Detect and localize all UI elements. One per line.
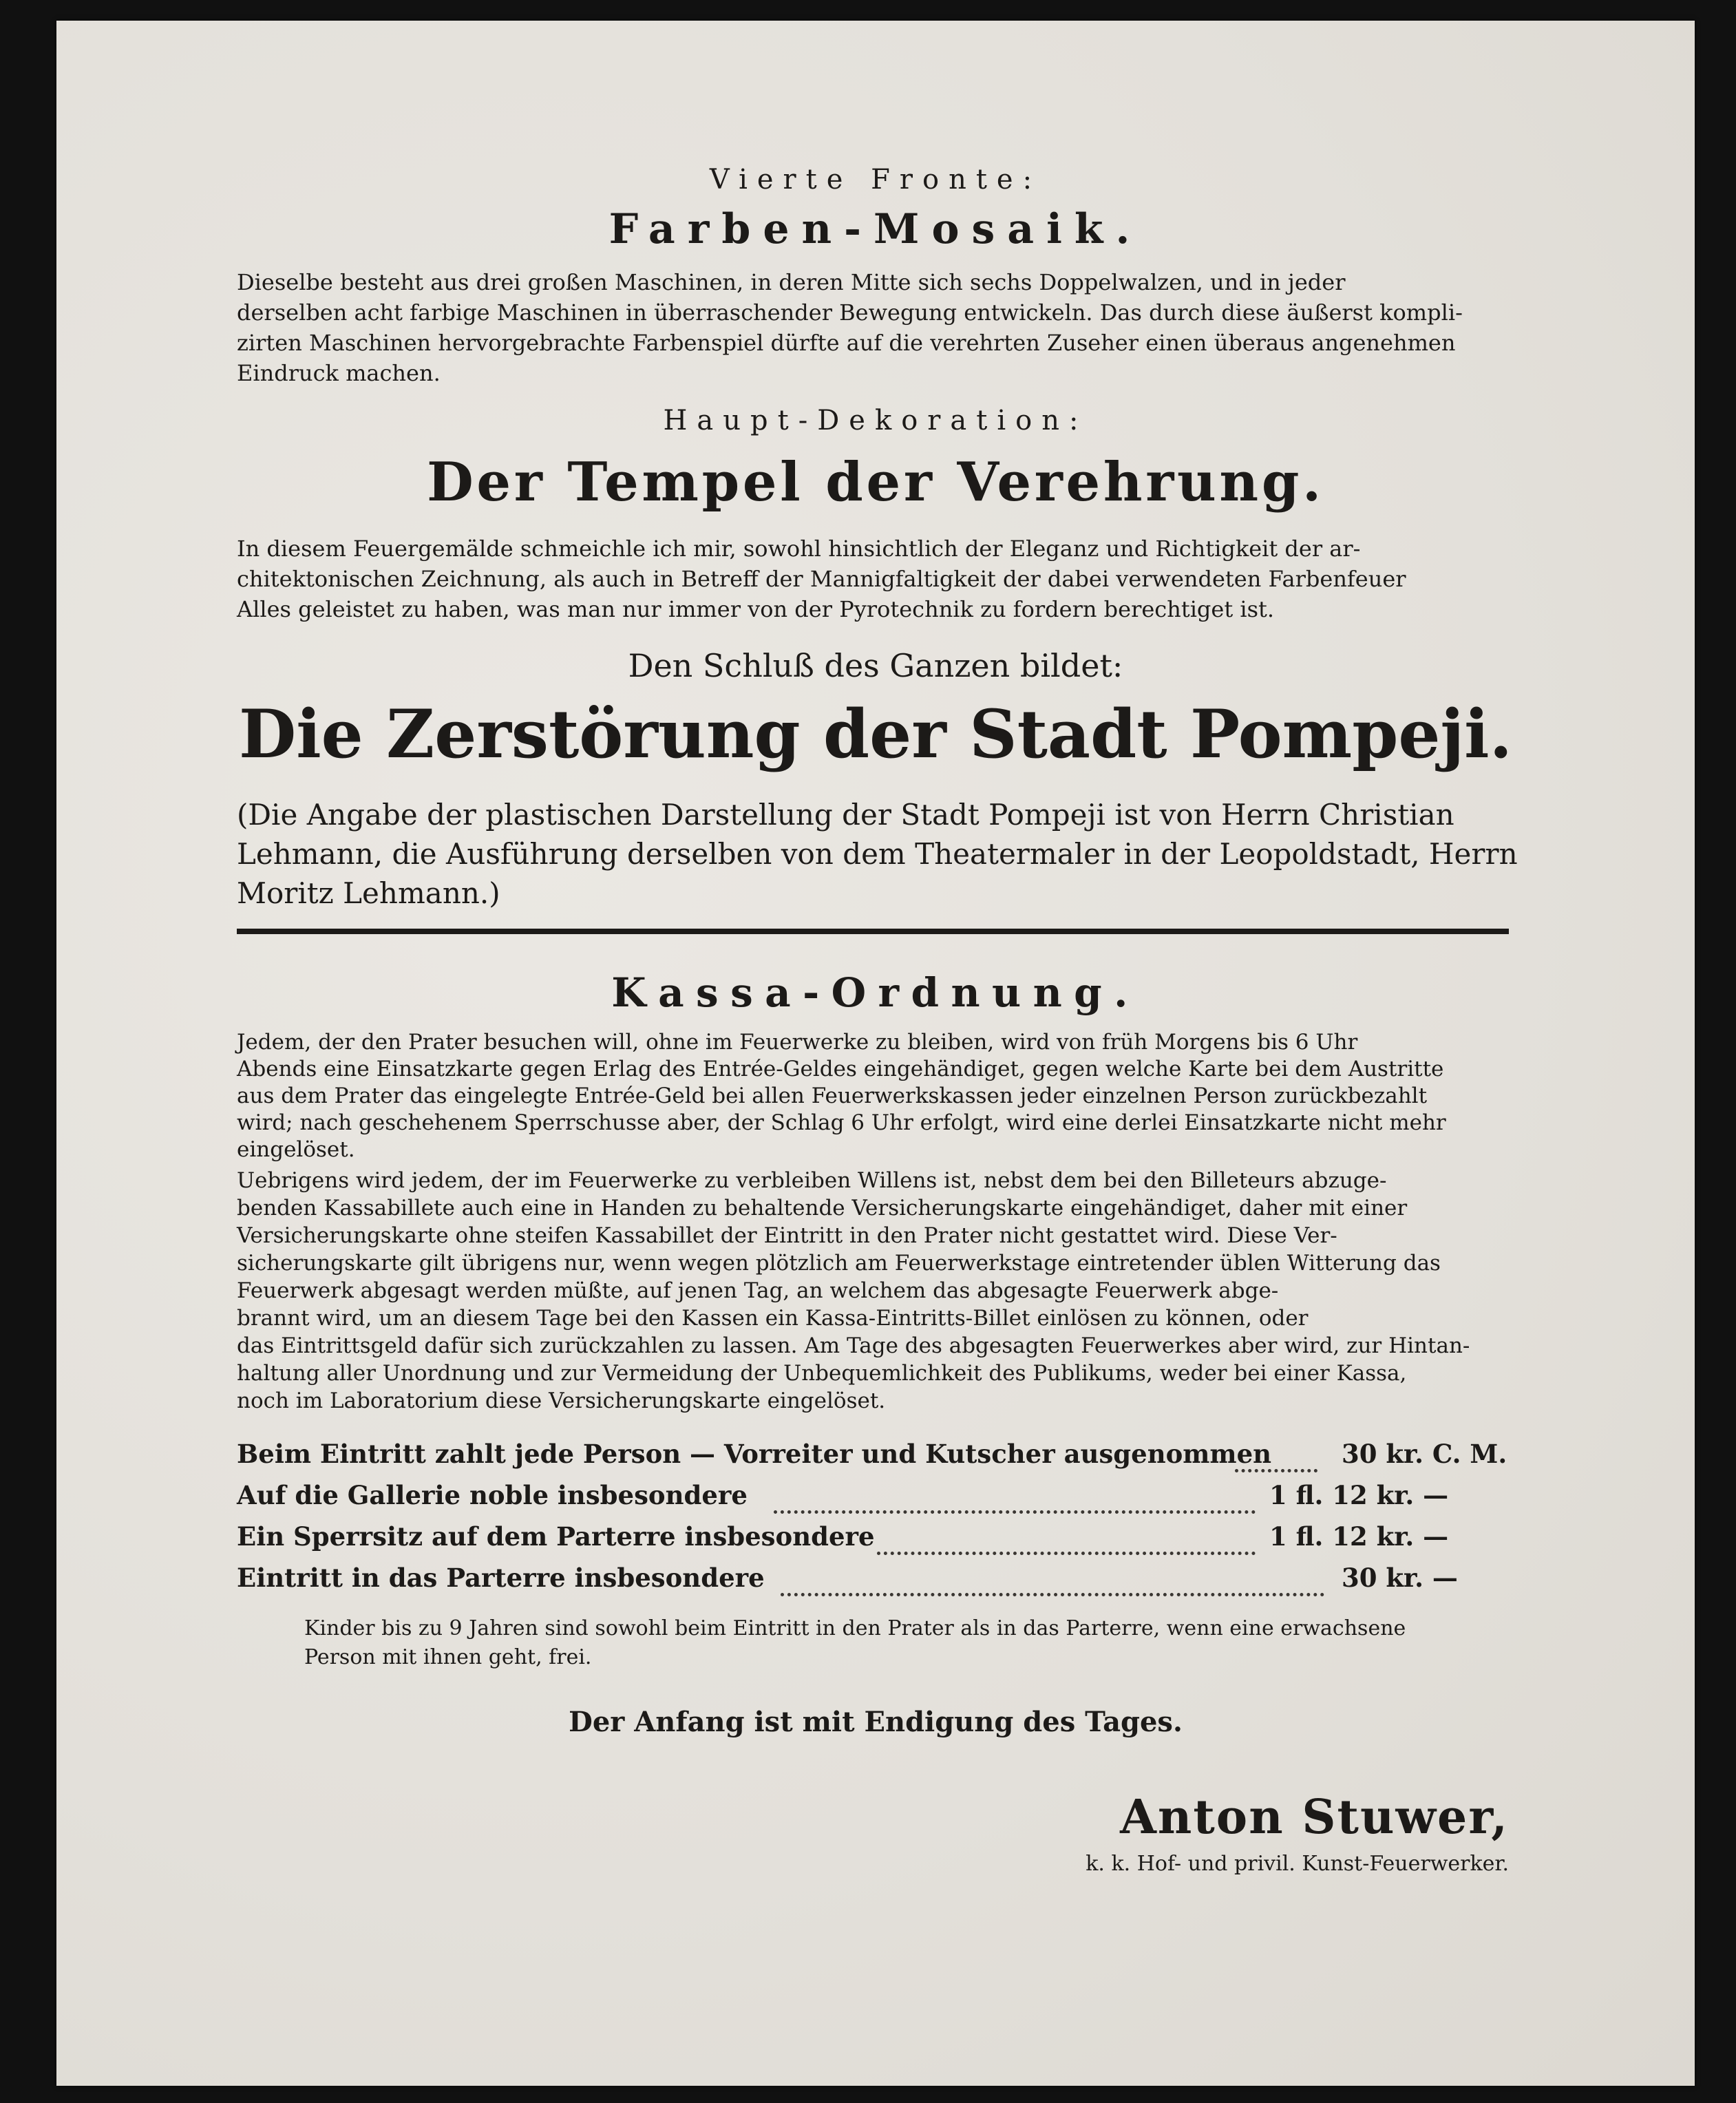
paragraph-farben-mosaik — [237, 267, 1509, 388]
text-line: In diesem Feuergemälde schmeichle ich mir, sowohl hinsichtlich der Eleganz und Richtigkeit der ar- — [237, 536, 1361, 562]
price-row — [237, 1563, 1509, 1597]
section-label-vierte-fronte: Vierte Fronte: — [709, 164, 1042, 195]
section-title-farben-mosaik: Farben-Mosaik. — [608, 205, 1143, 253]
text-line: Jedem, der den Prater besuchen will, ohne im Feuerwerke zu bleiben, wird von früh Morgens bis 6 Uhr — [237, 1030, 1358, 1055]
section-title-pompeji: Die Zerstörung der Stadt Pompeji. — [238, 695, 1513, 773]
price-row — [237, 1480, 1509, 1514]
dot-leader — [781, 1563, 1324, 1596]
horizontal-rule — [237, 929, 1509, 934]
text-line: Uebrigens wird jedem, der im Feuerwerke zu verbleiben Willens ist, nebst dem bei den Billeteurs abzuge- — [237, 1168, 1387, 1193]
text-line: Moritz Lehmann.) — [237, 876, 500, 910]
text-line: Feuerwerk abgesagt werden müßte, auf jenen Tag, an welchem das abgesagte Feuerwerk abge- — [237, 1278, 1279, 1303]
text-line: derselben acht farbige Maschinen in überraschender Bewegung entwickeln. Das durch diese äußerst kompli- — [237, 299, 1463, 326]
price-value: 1 fl. 12 kr. — — [1269, 1521, 1449, 1552]
text-line: (Die Angabe der plastischen Darstellung der Stadt Pompeji ist von Herrn Christian — [237, 798, 1454, 832]
text-line: Eindruck machen. — [237, 360, 441, 386]
text-line: eingelöset. — [237, 1137, 355, 1162]
price-label: Ein Sperrsitz auf dem Parterre insbesondere — [237, 1521, 875, 1552]
text-line: Versicherungskarte ohne steifen Kassabillet der Eintritt in den Prater nicht gestattet wird. Diese Ver- — [237, 1223, 1337, 1248]
text-line: sicherungskarte gilt übrigens nur, wenn wegen plötzlich am Feuerwerkstage eintretender üblen Witterung das — [237, 1251, 1441, 1276]
section-title-kassa-ordnung: Kassa-Ordnung. — [611, 969, 1140, 1016]
price-row — [237, 1439, 1509, 1473]
text-line: benden Kassabillete auch eine in Handen zu behaltende Versicherungskarte eingehändiget, daher mit einer — [237, 1196, 1408, 1220]
signature-name: Anton Stuwer, — [1120, 1790, 1509, 1845]
text-line: noch im Laboratorium diese Versicherungskarte eingelöset. — [237, 1388, 886, 1413]
document-page — [56, 21, 1695, 2086]
text-line: brannt wird, um an diesem Tage bei den Kassen ein Kassa-Eintritts-Billet einlösen zu können, oder — [237, 1306, 1309, 1331]
text-line: aus dem Prater das eingelegte Entrée-Geld bei allen Feuerwerkskassen jeder einzelnen Person zurückbezahlt — [237, 1084, 1428, 1108]
price-value: 30 kr. C. M. — [1342, 1439, 1507, 1469]
dot-leader — [774, 1480, 1256, 1514]
price-value: 30 kr. — — [1342, 1563, 1458, 1593]
text-line: chitektonischen Zeichnung, als auch in Betreff der Mannigfaltigkeit der dabei verwendeten Farbenfeuer — [237, 566, 1406, 592]
text-line: Alles geleistet zu haben, was man nur immer von der Pyrotechnik zu fordern berechtiget ist. — [237, 596, 1275, 622]
text-line: Abends eine Einsatzkarte gegen Erlag des Entrée-Geldes eingehändiget, gegen welche Karte bei dem Austritte — [237, 1057, 1444, 1081]
paragraph-pompeji — [237, 795, 1518, 913]
text-line: Kinder bis zu 9 Jahren sind sowohl beim Eintritt in den Prater als in das Parterre, wenn eine erwachsene — [304, 1616, 1406, 1640]
price-value: 1 fl. 12 kr. — — [1269, 1480, 1449, 1510]
dot-leader — [1235, 1439, 1317, 1472]
text-line: das Eintrittsgeld dafür sich zurückzahlen zu lassen. Am Tage des abgesagten Feuerwerkes aber wird, zur Hintan- — [237, 1333, 1470, 1358]
text-line: Person mit ihnen geht, frei. — [304, 1645, 592, 1669]
text-line: Lehmann, die Ausführung derselben von dem Theatermaler in der Leopoldstadt, Herrn — [237, 837, 1518, 871]
price-row — [237, 1521, 1509, 1556]
price-label: Beim Eintritt zahlt jede Person — Vorreiter und Kutscher ausgenommen — [237, 1439, 1272, 1469]
price-label: Eintritt in das Parterre insbesondere — [237, 1563, 765, 1593]
text-line: zirten Maschinen hervorgebrachte Farbenspiel dürfte auf die verehrten Zuseher einen überaus angenehmen — [237, 330, 1456, 356]
section-label-haupt-dekoration: Haupt-Dekoration: — [663, 405, 1088, 436]
section-label-schluss: Den Schluß des Ganzen bildet: — [628, 647, 1123, 684]
paragraph-tempel — [237, 533, 1509, 624]
signature-title: k. k. Hof- und privil. Kunst-Feuerwerker. — [1086, 1852, 1509, 1876]
price-label: Auf die Gallerie noble insbesondere — [237, 1480, 748, 1510]
paragraph-kassa-2 — [237, 1167, 1509, 1415]
text-line: wird; nach geschehenem Sperrschusse aber, der Schlag 6 Uhr erfolgt, wird eine derlei Einsatzkarte nicht mehr — [237, 1110, 1446, 1135]
text-line: Dieselbe besteht aus drei großen Maschinen, in deren Mitte sich sechs Doppelwalzen, und in jeder — [237, 269, 1346, 295]
paragraph-kassa-1 — [237, 1029, 1509, 1163]
dot-leader — [877, 1521, 1256, 1555]
section-title-tempel: Der Tempel der Verehrung. — [427, 451, 1324, 514]
paragraph-children-note — [304, 1614, 1509, 1672]
anfang-notice: Der Anfang ist mit Endigung des Tages. — [569, 1706, 1183, 1738]
text-line: haltung aller Unordnung und zur Vermeidung der Unbequemlichkeit des Publikums, weder bei einer Kassa, — [237, 1361, 1407, 1386]
